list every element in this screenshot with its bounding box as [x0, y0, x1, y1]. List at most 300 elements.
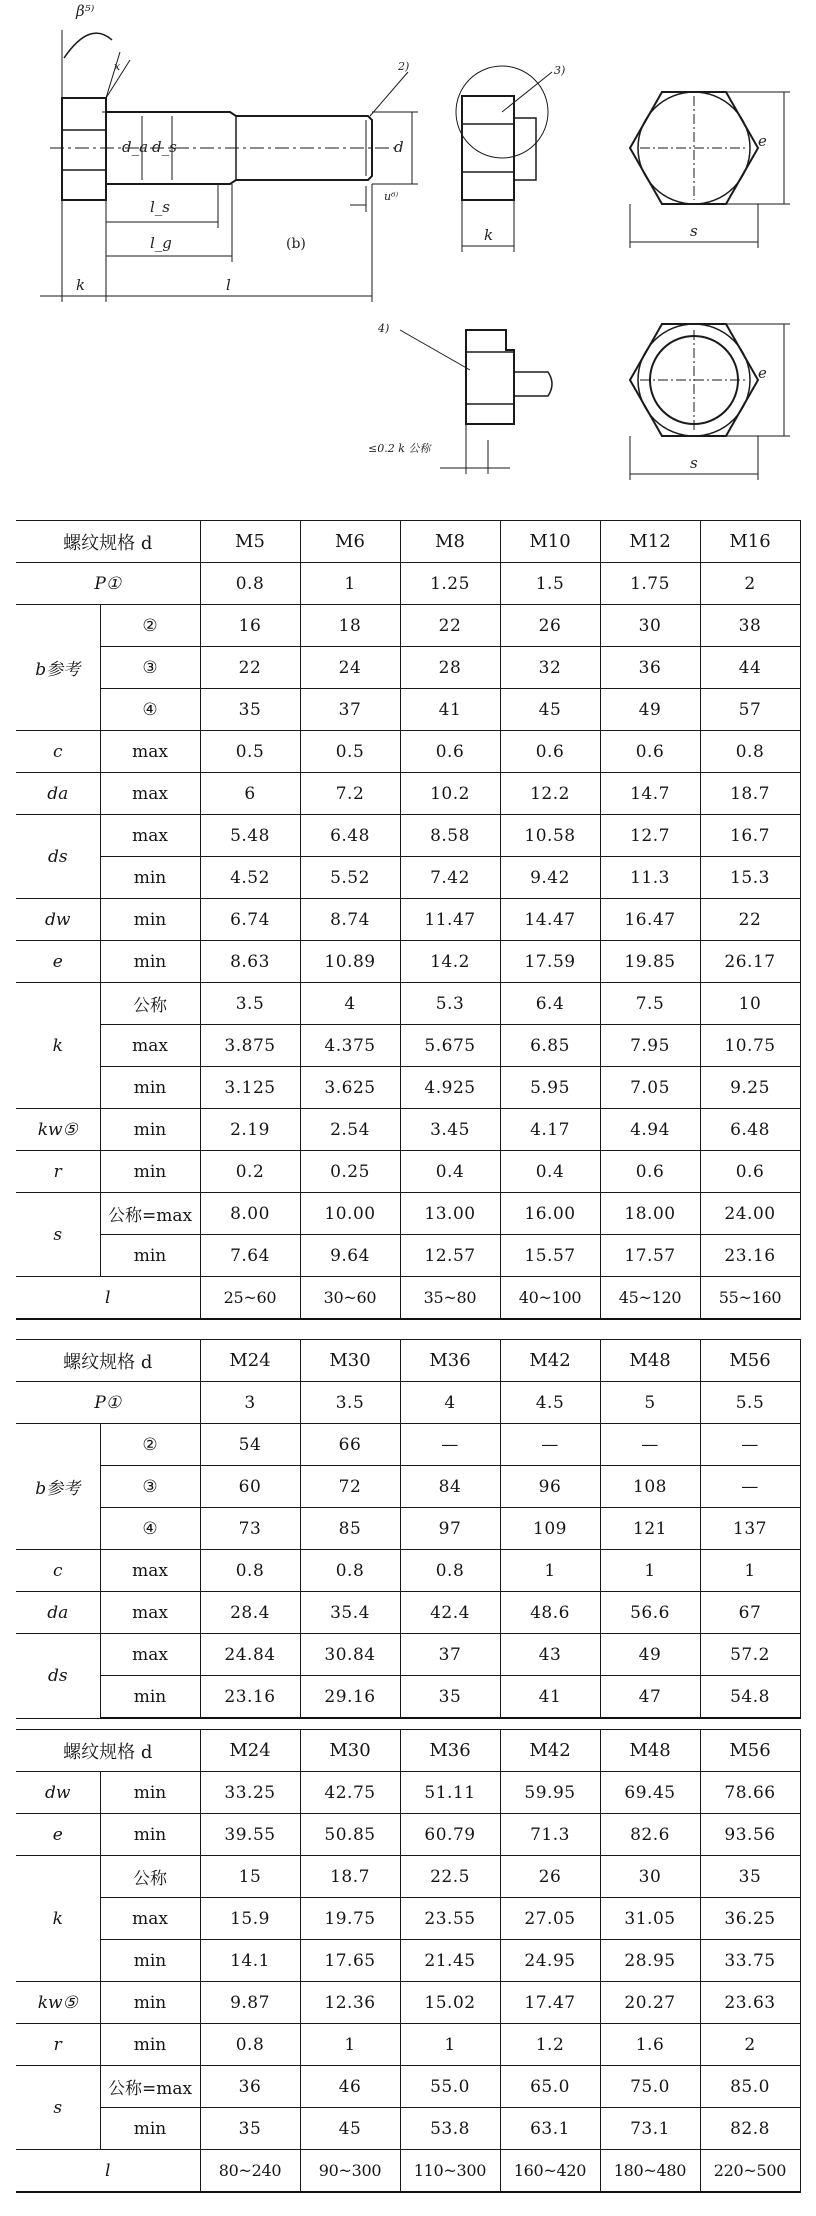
table-cell: 15.3: [700, 857, 800, 899]
row-qualifier: min: [100, 1235, 200, 1277]
table-cell: 6: [200, 773, 300, 815]
table-cell: 54.8: [700, 1676, 800, 1719]
table-cell: 0.6: [700, 1151, 800, 1193]
table-cell: 36.25: [700, 1898, 800, 1940]
row-qualifier: ②: [100, 605, 200, 647]
table-cell: 10.2: [400, 773, 500, 815]
table-cell: 59.95: [500, 1772, 600, 1814]
table-row: [16, 1235, 800, 1277]
label-b: (b): [286, 236, 306, 252]
table-row: [16, 689, 800, 731]
row-qualifier: max: [100, 1898, 200, 1940]
row-symbol: P①: [16, 1382, 200, 1424]
table-cell: 14.7: [600, 773, 700, 815]
row-symbol: c: [16, 731, 100, 773]
table-cell: 4: [300, 983, 400, 1025]
label-ds: d_s: [152, 138, 177, 156]
table-cell: 28: [400, 647, 500, 689]
table-cell: 23.55: [400, 1898, 500, 1940]
header-size: M24: [200, 1730, 300, 1772]
row-symbol: ds: [16, 1634, 100, 1719]
table-cell: 5: [600, 1382, 700, 1424]
table-cell: 60: [200, 1466, 300, 1508]
table-cell: 35~80: [400, 1277, 500, 1320]
table-cell: 35.4: [300, 1592, 400, 1634]
table-cell: 1.75: [600, 563, 700, 605]
table-cell: 0.6: [600, 1151, 700, 1193]
table-cell: 80~240: [200, 2150, 300, 2193]
label-x: x: [114, 60, 121, 73]
table-row: [16, 1382, 800, 1424]
table-cell: 2.19: [200, 1109, 300, 1151]
table-cell: 71.3: [500, 1814, 600, 1856]
table-row: [16, 1424, 800, 1466]
row-qualifier: ③: [100, 647, 200, 689]
table-cell: 49: [600, 689, 700, 731]
table-cell: 3: [200, 1382, 300, 1424]
table-cell: 3.125: [200, 1067, 300, 1109]
table-cell: 23.16: [700, 1235, 800, 1277]
label-s: s: [690, 222, 698, 240]
table-cell: 11.47: [400, 899, 500, 941]
table-cell: 30: [600, 1856, 700, 1898]
row-qualifier: min: [100, 1151, 200, 1193]
header-size: M6: [300, 521, 400, 563]
label-s2: s: [690, 454, 698, 472]
row-symbol: dw: [16, 1772, 100, 1814]
table-cell: 4.17: [500, 1109, 600, 1151]
table-row: [16, 1982, 800, 2024]
table-cell: 0.6: [400, 731, 500, 773]
label-note3: 3): [554, 64, 566, 77]
table-cell: 3.5: [300, 1382, 400, 1424]
table-cell: 220~500: [700, 2150, 800, 2193]
table-cell: 5.3: [400, 983, 500, 1025]
table-cell: 14.1: [200, 1940, 300, 1982]
table-cell: 51.11: [400, 1772, 500, 1814]
table-cell: —: [700, 1466, 800, 1508]
table-row: [16, 1634, 800, 1676]
table-cell: 1: [700, 1550, 800, 1592]
table-cell: —: [400, 1424, 500, 1466]
table-cell: 1.5: [500, 563, 600, 605]
table-cell: 27.05: [500, 1898, 600, 1940]
table-cell: 12.57: [400, 1235, 500, 1277]
table-cell: 4.94: [600, 1109, 700, 1151]
table-cell: 18.00: [600, 1193, 700, 1235]
table-cell: 60.79: [400, 1814, 500, 1856]
table-cell: 0.6: [600, 731, 700, 773]
table-cell: 8.00: [200, 1193, 300, 1235]
table-cell: 50.85: [300, 1814, 400, 1856]
flanged-side-view: [466, 330, 514, 424]
table-row: [16, 1814, 800, 1856]
row-symbol: k: [16, 1856, 100, 1982]
table-cell: 30~60: [300, 1277, 400, 1320]
table-cell: 14.47: [500, 899, 600, 941]
row-symbol: da: [16, 1592, 100, 1634]
table-cell: 57.2: [700, 1634, 800, 1676]
table-cell: 15: [200, 1856, 300, 1898]
table-cell: 35: [200, 2108, 300, 2150]
table-row: [16, 941, 800, 983]
table-cell: 0.2: [200, 1151, 300, 1193]
label-lg: l_g: [150, 234, 172, 252]
bolt-head: [62, 98, 106, 200]
table-cell: 2: [700, 2024, 800, 2066]
label-ls: l_s: [150, 198, 170, 216]
row-qualifier: min: [100, 941, 200, 983]
row-symbol: e: [16, 1814, 100, 1856]
header-size: M5: [200, 521, 300, 563]
header-size: M12: [600, 521, 700, 563]
table-row: [16, 1277, 800, 1320]
row-symbol: l: [16, 2150, 200, 2193]
table-cell: 5.52: [300, 857, 400, 899]
table-cell: 3.5: [200, 983, 300, 1025]
row-qualifier: ③: [100, 1466, 200, 1508]
row-symbol: k: [16, 983, 100, 1109]
row-symbol: ds: [16, 815, 100, 899]
table-cell: 8.58: [400, 815, 500, 857]
bolt-side-view: [462, 96, 514, 200]
table-cell: 11.3: [600, 857, 700, 899]
table-row: [16, 647, 800, 689]
table-cell: 24.00: [700, 1193, 800, 1235]
bolt-technical-drawing: [0, 0, 816, 500]
table-cell: 30.84: [300, 1634, 400, 1676]
label-note2: 2): [398, 60, 410, 73]
table-cell: 73.1: [600, 2108, 700, 2150]
table-cell: 17.59: [500, 941, 600, 983]
table-cell: 8.74: [300, 899, 400, 941]
table-cell: 36: [200, 2066, 300, 2108]
table-row: [16, 1940, 800, 1982]
table-cell: 9.64: [300, 1235, 400, 1277]
table-row: [16, 1466, 800, 1508]
table-cell: 55.0: [400, 2066, 500, 2108]
label-beta: β⁵⁾: [76, 2, 95, 20]
table-cell: 0.8: [400, 1550, 500, 1592]
label-e2: e: [758, 364, 767, 382]
table-cell: 73: [200, 1508, 300, 1550]
row-qualifier: min: [100, 1676, 200, 1719]
row-qualifier: min: [100, 2024, 200, 2066]
table-cell: 82.8: [700, 2108, 800, 2150]
table-cell: 35: [700, 1856, 800, 1898]
table-cell: 44: [700, 647, 800, 689]
header-size: M24: [200, 1340, 300, 1382]
table-cell: 18: [300, 605, 400, 647]
label-d: d: [394, 138, 404, 156]
table-cell: 33.25: [200, 1772, 300, 1814]
table-cell: 84: [400, 1466, 500, 1508]
row-qualifier: 公称=max: [100, 1193, 200, 1235]
row-qualifier: min: [100, 1772, 200, 1814]
table-cell: 65.0: [500, 2066, 600, 2108]
table-cell: 4.925: [400, 1067, 500, 1109]
row-qualifier: min: [100, 2108, 200, 2150]
row-qualifier: min: [100, 1109, 200, 1151]
table-cell: 3.45: [400, 1109, 500, 1151]
table-cell: 1: [600, 1550, 700, 1592]
table-cell: 26.17: [700, 941, 800, 983]
table-cell: 45~120: [600, 1277, 700, 1320]
row-symbol: s: [16, 1193, 100, 1277]
header-size: M56: [700, 1730, 800, 1772]
table-row: [16, 1193, 800, 1235]
table-row: [16, 1898, 800, 1940]
table-cell: 41: [400, 689, 500, 731]
table-cell: 33.75: [700, 1940, 800, 1982]
table-row: [16, 2024, 800, 2066]
row-qualifier: min: [100, 857, 200, 899]
table-cell: 12.2: [500, 773, 600, 815]
table-cell: 24.84: [200, 1634, 300, 1676]
table-cell: 1: [300, 563, 400, 605]
table-cell: 7.5: [600, 983, 700, 1025]
table-cell: 66: [300, 1424, 400, 1466]
table-cell: 7.95: [600, 1025, 700, 1067]
table-cell: 78.66: [700, 1772, 800, 1814]
table-cell: 97: [400, 1508, 500, 1550]
table-cell: 82.6: [600, 1814, 700, 1856]
table-cell: —: [700, 1424, 800, 1466]
table-cell: 96: [500, 1466, 600, 1508]
table-cell: 18.7: [300, 1856, 400, 1898]
label-l: l: [226, 276, 231, 294]
table-cell: 23.16: [200, 1676, 300, 1719]
table-cell: 6.48: [300, 815, 400, 857]
row-symbol: dw: [16, 899, 100, 941]
header-size: M16: [700, 521, 800, 563]
table-cell: 1: [500, 1550, 600, 1592]
header-size: M10: [500, 521, 600, 563]
row-qualifier: max: [100, 1592, 200, 1634]
table-cell: 28.4: [200, 1592, 300, 1634]
table-cell: 12.36: [300, 1982, 400, 2024]
table-cell: 0.8: [300, 1550, 400, 1592]
row-qualifier: min: [100, 1982, 200, 2024]
table-cell: 35: [200, 689, 300, 731]
row-symbol: P①: [16, 563, 200, 605]
row-qualifier: ④: [100, 1508, 200, 1550]
row-symbol: da: [16, 773, 100, 815]
header-thread-spec: 螺纹规格 d: [16, 521, 200, 563]
table-header-row: [16, 1340, 800, 1382]
table-cell: 25~60: [200, 1277, 300, 1320]
label-note4: 4): [378, 322, 390, 335]
header-size: M56: [700, 1340, 800, 1382]
table-cell: 14.2: [400, 941, 500, 983]
header-size: M30: [300, 1340, 400, 1382]
table-cell: 69.45: [600, 1772, 700, 1814]
label-limit: ≤0.2 k 公称: [368, 442, 431, 455]
table-cell: 56.6: [600, 1592, 700, 1634]
table-cell: 72: [300, 1466, 400, 1508]
table-cell: 22.5: [400, 1856, 500, 1898]
table-cell: 0.5: [200, 731, 300, 773]
table-row: [16, 2066, 800, 2108]
header-size: M8: [400, 521, 500, 563]
table-cell: 24: [300, 647, 400, 689]
table-cell: 0.25: [300, 1151, 400, 1193]
table-cell: 0.5: [300, 731, 400, 773]
table-cell: 0.4: [500, 1151, 600, 1193]
table-cell: 46: [300, 2066, 400, 2108]
table-cell: 31.05: [600, 1898, 700, 1940]
table-cell: 6.48: [700, 1109, 800, 1151]
table-cell: 10.00: [300, 1193, 400, 1235]
table-cell: 75.0: [600, 2066, 700, 2108]
row-symbol: s: [16, 2066, 100, 2150]
header-thread-spec: 螺纹规格 d: [16, 1340, 200, 1382]
table-cell: 7.42: [400, 857, 500, 899]
table-cell: 29.16: [300, 1676, 400, 1719]
table-cell: 1: [300, 2024, 400, 2066]
table-cell: 16.47: [600, 899, 700, 941]
table-cell: 36: [600, 647, 700, 689]
table-cell: 10.89: [300, 941, 400, 983]
table-cell: 0.4: [400, 1151, 500, 1193]
table-cell: 17.57: [600, 1235, 700, 1277]
table-cell: 47: [600, 1676, 700, 1719]
table-cell: 16.7: [700, 815, 800, 857]
table-cell: 6.4: [500, 983, 600, 1025]
row-qualifier: ②: [100, 1424, 200, 1466]
table-cell: 4.52: [200, 857, 300, 899]
table-cell: 137: [700, 1508, 800, 1550]
row-qualifier: max: [100, 731, 200, 773]
table-row: [16, 2150, 800, 2193]
row-qualifier: min: [100, 1814, 200, 1856]
table-cell: 10.75: [700, 1025, 800, 1067]
table-cell: 0.8: [200, 563, 300, 605]
table-cell: 17.65: [300, 1940, 400, 1982]
table-cell: 108: [600, 1466, 700, 1508]
table-cell: 7.2: [300, 773, 400, 815]
header-size: M36: [400, 1730, 500, 1772]
table-cell: 22: [200, 647, 300, 689]
label-k-bottom: k: [76, 276, 86, 294]
table-cell: 160~420: [500, 2150, 600, 2193]
table-cell: 18.7: [700, 773, 800, 815]
table-cell: 28.95: [600, 1940, 700, 1982]
table-row: [16, 1109, 800, 1151]
table-cell: 2: [700, 563, 800, 605]
table-row: [16, 1151, 800, 1193]
table-cell: 19.85: [600, 941, 700, 983]
row-qualifier: max: [100, 1634, 200, 1676]
table-cell: 26: [500, 605, 600, 647]
table-cell: 39.55: [200, 1814, 300, 1856]
table-cell: 4.5: [500, 1382, 600, 1424]
row-qualifier: 公称: [100, 1856, 200, 1898]
table-cell: 38: [700, 605, 800, 647]
table-cell: 26: [500, 1856, 600, 1898]
table-cell: 54: [200, 1424, 300, 1466]
row-qualifier: max: [100, 1025, 200, 1067]
row-symbol: l: [16, 1277, 200, 1320]
table-cell: 7.64: [200, 1235, 300, 1277]
row-qualifier: min: [100, 899, 200, 941]
table-row: [16, 1067, 800, 1109]
table-cell: 10: [700, 983, 800, 1025]
table-cell: 23.63: [700, 1982, 800, 2024]
table-cell: 16.00: [500, 1193, 600, 1235]
header-thread-spec: 螺纹规格 d: [16, 1730, 200, 1772]
table-cell: 5.5: [700, 1382, 800, 1424]
table-cell: 5.95: [500, 1067, 600, 1109]
row-qualifier: 公称: [100, 983, 200, 1025]
table-cell: 63.1: [500, 2108, 600, 2150]
header-size: M42: [500, 1730, 600, 1772]
table-cell: 7.05: [600, 1067, 700, 1109]
table-row: [16, 1508, 800, 1550]
row-symbol: e: [16, 941, 100, 983]
table-cell: 9.25: [700, 1067, 800, 1109]
row-qualifier: ④: [100, 689, 200, 731]
table-cell: 4: [400, 1382, 500, 1424]
table-cell: 1.6: [600, 2024, 700, 2066]
table-row: [16, 563, 800, 605]
table-row: [16, 815, 800, 857]
table-cell: 0.6: [500, 731, 600, 773]
table-row: [16, 1592, 800, 1634]
table-cell: 55~160: [700, 1277, 800, 1320]
row-qualifier: max: [100, 815, 200, 857]
row-qualifier: 公称=max: [100, 2066, 200, 2108]
table-cell: 90~300: [300, 2150, 400, 2193]
row-symbol: c: [16, 1550, 100, 1592]
table-cell: 3.625: [300, 1067, 400, 1109]
table-cell: 35: [400, 1676, 500, 1719]
table-row: [16, 857, 800, 899]
table-cell: 15.02: [400, 1982, 500, 2024]
table-cell: 17.47: [500, 1982, 600, 2024]
table-cell: 53.8: [400, 2108, 500, 2150]
table-cell: 1.2: [500, 2024, 600, 2066]
table-header-row: [16, 1730, 800, 1772]
table-cell: 6.74: [200, 899, 300, 941]
table-cell: 32: [500, 647, 600, 689]
table-cell: 19.75: [300, 1898, 400, 1940]
table-cell: 109: [500, 1508, 600, 1550]
row-qualifier: max: [100, 1550, 200, 1592]
row-symbol: r: [16, 2024, 100, 2066]
table-cell: 22: [700, 899, 800, 941]
table-cell: 40~100: [500, 1277, 600, 1320]
table-cell: 30: [600, 605, 700, 647]
table-row: [16, 773, 800, 815]
table-cell: 42.75: [300, 1772, 400, 1814]
row-qualifier: min: [100, 1067, 200, 1109]
table-row: [16, 2108, 800, 2150]
spec-table-m5-m20: [16, 520, 800, 1320]
row-qualifier: max: [100, 773, 200, 815]
table-cell: 15.9: [200, 1898, 300, 1940]
row-symbol: r: [16, 1151, 100, 1193]
table-cell: 9.42: [500, 857, 600, 899]
table-cell: 49: [600, 1634, 700, 1676]
table-cell: 43: [500, 1634, 600, 1676]
table-row: [16, 1856, 800, 1898]
table-cell: 6.85: [500, 1025, 600, 1067]
table-cell: 42.4: [400, 1592, 500, 1634]
table-cell: 37: [300, 689, 400, 731]
header-size: M36: [400, 1340, 500, 1382]
table-cell: 45: [300, 2108, 400, 2150]
